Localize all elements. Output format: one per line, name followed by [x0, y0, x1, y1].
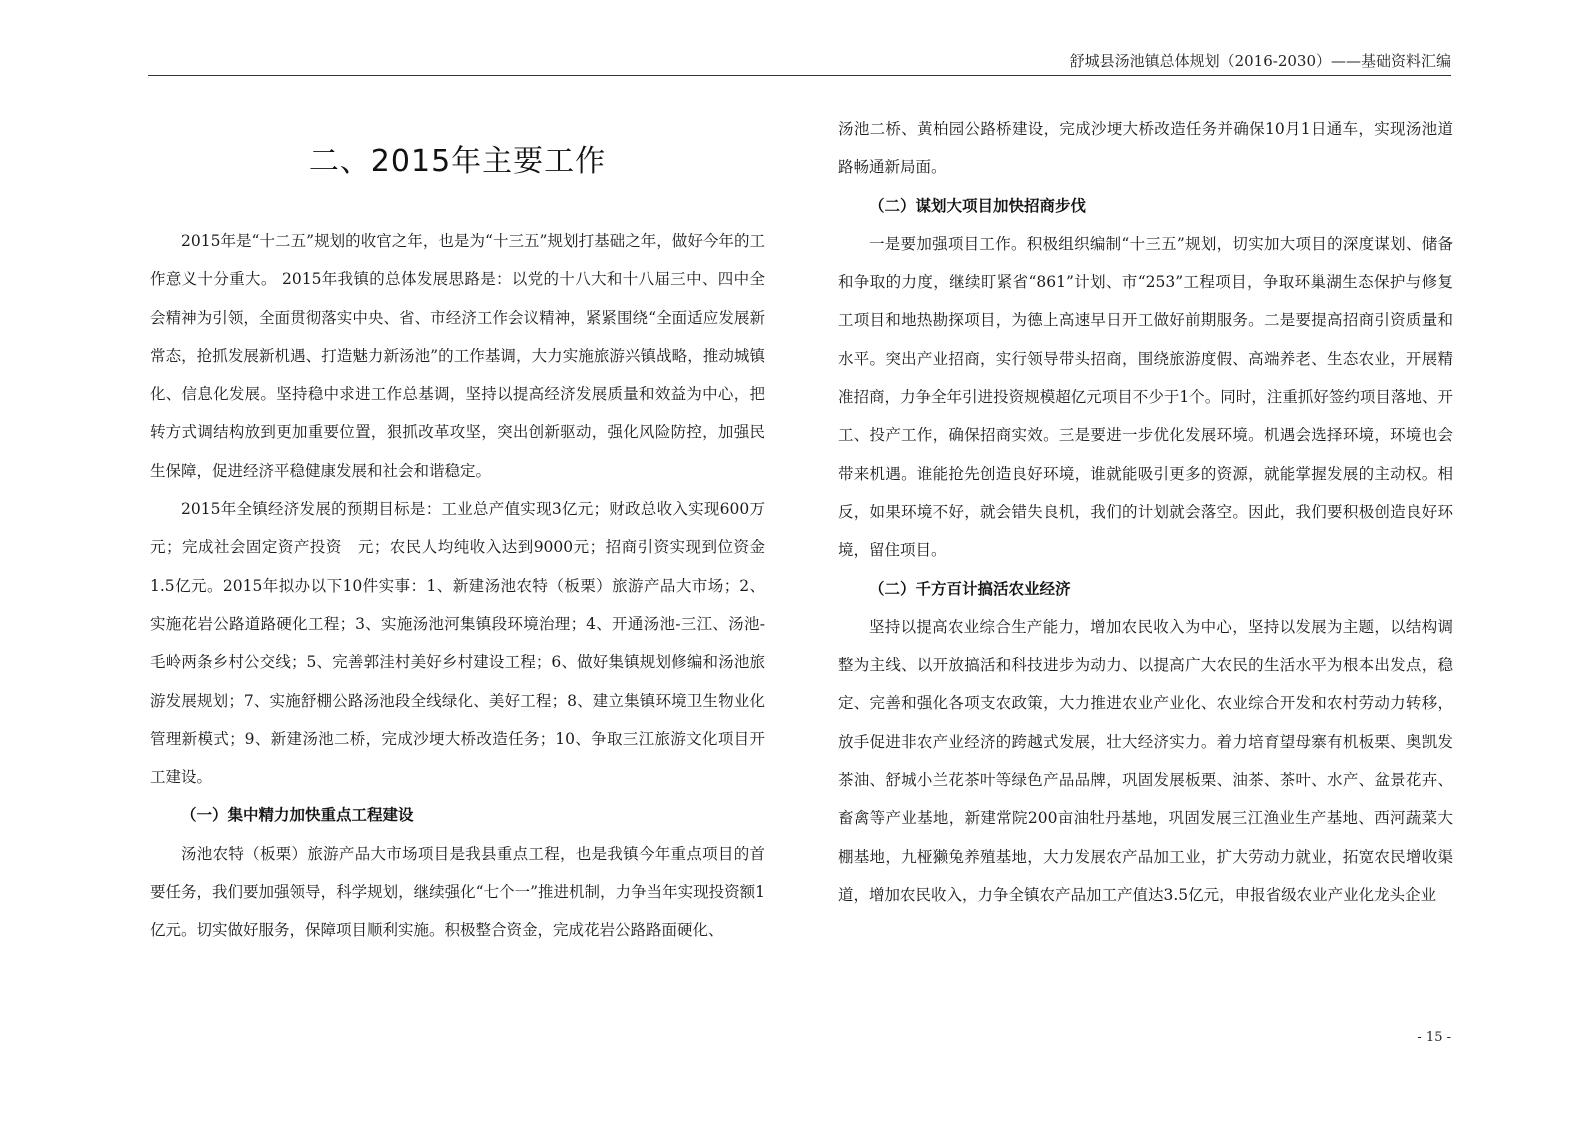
right-column [838, 110, 1453, 914]
paragraph-agriculture: 坚持以提高农业综合生产能力，增加农民收入为中心，坚持以发展为主题，以结构调整为主线、以开放搞活和科技进步为动力、以提高广大农民的生活水平为根本出发点，稳定、完善和强化各项支农政策，大力推进农业产业化、农业综合开发和农村劳动力转移，放手促进非农产业经济的跨越式发展，壮大经济实力。着力培育望母寨有机板栗、奥凯发茶油、舒城小兰花茶叶等绿色产品品牌，巩固发展板栗、油茶、茶叶、水产、盆景花卉、畜禽等产业基地，新建常院200亩油牡丹基地，巩固发展三江渔业生产基地、西河蔬菜大棚基地，九桠獭兔养殖基地，大力发展农产品加工业，扩大劳动力就业，拓宽农民增收渠道，增加农民收入，力争全镇农产品加工产值达3.5亿元，申报省级农业产业化龙头企业 [838, 617, 1453, 904]
paragraph-key-projects-continued: 汤池二桥、黄柏园公路桥建设，完成沙埂大桥改造任务并确保10月1日通车，实现汤池道路畅通新局面。 [838, 120, 1453, 177]
left-column [150, 110, 765, 950]
section-heading-agriculture: （二）千方百计搞活农业经济 [869, 579, 1071, 598]
header-rule [148, 75, 1451, 76]
page-number: - 15 - [1417, 1030, 1451, 1045]
paragraph-targets: 2015年全镇经济发展的预期目标是：工业总产值实现3亿元；财政总收入实现600万元；完成社会固定资产投资 元；农民人均纯收入达到9000元；招商引资实现到位资金1.5亿元。2015年拟办以下10件实事：1、新建汤池农特（板栗）旅游产品大市场；2、实施花岩公路道路硬化工程；3、实施汤池河集镇段环境治理；4、开通汤池-三江、汤池-毛岭两条乡村公交线；5、完善郭洼村美好乡村建设工程；6、做好集镇规划修编和汤池旅游发展规划；7、实施舒棚公路汤池段全线绿化、美好工程；8、建立集镇环境卫生物业化管理新模式；9、新建汤池二桥，完成沙埂大桥改造任务；10、争取三江旅游文化项目开工建设。 [150, 500, 765, 787]
section-heading-investment: （二）谋划大项目加快招商步伐 [869, 196, 1087, 215]
paragraph-key-projects: 汤池农特（板栗）旅游产品大市场项目是我县重点工程，也是我镇今年重点项目的首要任务，我们要加强领导，科学规划，继续强化“七个一”推进机制，力争当年实现投资额1亿元。切实做好服务，保障项目顺利实施。积极整合资金，完成花岩公路路面硬化、 [150, 844, 765, 940]
section-heading-key-projects: （一）集中精力加快重点工程建设 [181, 806, 414, 825]
paragraph-overview: 2015年是“十二五”规划的收官之年，也是为“十三五”规划打基础之年，做好今年的工作意义十分重大。 2015年我镇的总体发展思路是：以党的十八大和十八届三中、四中全会精神为引领，全面贯彻落实中央、省、市经济工作会议精神，紧紧围绕“全面适应发展新常态，抢抓发展新机遇、打造魅力新汤池”的工作基调，大力实施旅游兴镇战略，推动城镇化、信息化发展。坚持稳中求进工作总基调，坚持以提高经济发展质量和效益为中心，把转方式调结构放到更加重要位置，狠抓改革攻坚，突出创新驱动，强化风险防控，加强民生保障，促进经济平稳健康发展和社会和谐稳定。 [150, 232, 765, 480]
page-title: 二、2015年主要工作 [308, 144, 607, 179]
paragraph-investment: 一是要加强项目工作。积极组织编制“十三五”规划，切实加大项目的深度谋划、储备和争取的力度，继续盯紧省“861”计划、市“253”工程项目，争取环巢湖生态保护与修复工项目和地热勘探项目，为德上高速早日开工做好前期服务。二是要提高招商引资质量和水平。突出产业招商，实行领导带头招商，围绕旅游度假、高端养老、生态农业，开展精准招商，力争全年引进投资规模超亿元项目不少于1个。同时，注重抓好签约项目落地、开工、投产工作，确保招商实效。三是要进一步优化发展环境。机遇会选择环境，环境也会带来机遇。谁能抢先创造良好环境，谁就能吸引更多的资源，就能掌握发展的主动权。相反，如果环境不好，就会错失良机，我们的计划就会落空。因此，我们要积极创造良好环境，留住项目。 [838, 234, 1453, 560]
running-header: 舒城县汤池镇总体规划（2016-2030）——基础资料汇编 [1069, 52, 1451, 70]
